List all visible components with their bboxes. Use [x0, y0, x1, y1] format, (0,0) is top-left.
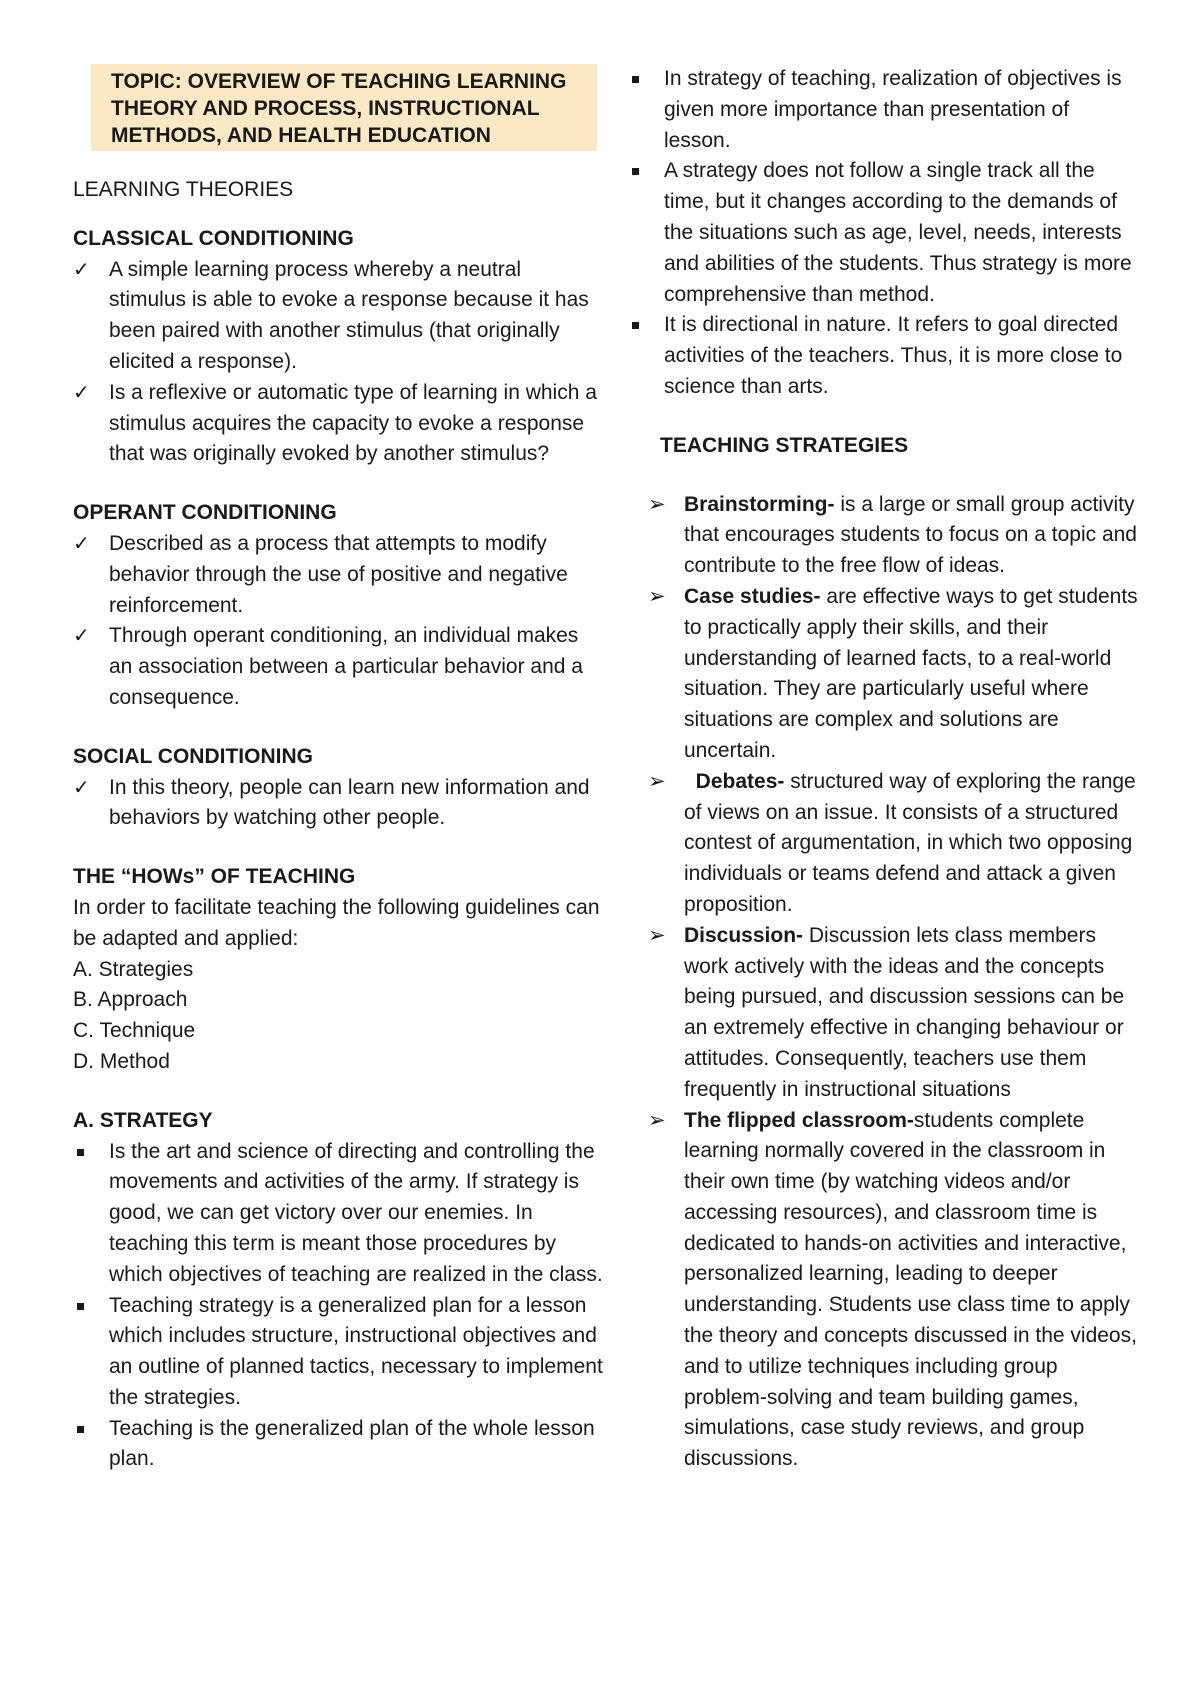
- right-column: [628, 64, 1138, 1475]
- checkmark-icon: ✓: [73, 532, 90, 555]
- list-item: In strategy of teaching, realization of objectives is given more importance than presentation of lesson.: [664, 67, 1122, 152]
- arrow-bullet-icon: ➢: [648, 1108, 666, 1132]
- topic-line: METHODS, AND HEALTH EDUCATION: [111, 124, 491, 147]
- list-item: Teaching strategy is a generalized plan for a lesson which includes structure, instructional objectives and an outline of planned tactics, necessary to implement the strategies.: [109, 1293, 603, 1409]
- teaching-strategies-list: [648, 490, 1138, 1476]
- hows-of-teaching-heading: THE “HOWs” OF TEACHING: [73, 865, 356, 889]
- arrow-bullet-icon: ➢: [648, 923, 666, 947]
- arrow-bullet-icon: ➢: [648, 584, 666, 608]
- topic-line: TOPIC: OVERVIEW OF TEACHING LEARNING: [111, 70, 567, 93]
- teaching-strategies-heading: TEACHING STRATEGIES: [660, 433, 909, 457]
- list-item: ➢ Discussion- Discussion lets class members work actively with the ideas and the concepts being pursued, and discussion sessions can be an extremely effective in changing behaviour or attitudes. Consequently, teachers use them frequently in instructional situations: [648, 921, 1138, 1106]
- strategy-list-continued: [628, 64, 1138, 403]
- strategy-heading: A. STRATEGY: [73, 1108, 213, 1132]
- checkmark-icon: ✓: [73, 625, 90, 648]
- list-item: ✓ Described as a process that attempts to modify behavior through the use of positive and negative reinforcement.: [73, 529, 603, 621]
- list-item: Is the art and science of directing and controlling the movements and activities of the army. If strategy is good, we can get victory over our enemies. In teaching this term is meant those procedures by which objectives of teaching are realized in the class.: [109, 1139, 603, 1286]
- arrow-bullet-icon: ➢: [648, 492, 666, 516]
- topic-line: THEORY AND PROCESS, INSTRUCTIONAL: [111, 97, 540, 120]
- list-item: Teaching is the generalized plan of the whole lesson plan.: [109, 1416, 595, 1471]
- left-column: [73, 64, 603, 1475]
- hows-option: D. Method: [73, 1049, 170, 1073]
- list-item: ✓ Is a reflexive or automatic type of learning in which a stimulus acquires the capacity to evoke a response that was originally evoked by another stimulus?: [73, 378, 603, 470]
- list-item: ➢ Debates- structured way of exploring the range of views on an issue. It consists of a structured contest of argumentation, in which two opposing individuals or teams defend and attack a given proposition.: [648, 767, 1138, 921]
- hows-option: A. Strategies: [73, 957, 194, 981]
- list-item: ➢ Case studies- are effective ways to get students to practically apply their skills, and their understanding of learned facts, to a real-world situation. They are particularly useful where situations are complex and solutions are uncertain.: [648, 582, 1138, 767]
- classical-conditioning-list: [73, 255, 603, 471]
- social-conditioning-list: [73, 773, 603, 835]
- list-item: It is directional in nature. It refers to goal directed activities of the teachers. Thus, it is more close to science than arts.: [664, 313, 1123, 398]
- hows-option: B. Approach: [73, 988, 188, 1012]
- social-conditioning-heading: SOCIAL CONDITIONING: [73, 744, 313, 768]
- list-item: ➢ Brainstorming- is a large or small group activity that encourages students to focus on a topic and contribute to the free flow of ideas.: [648, 490, 1138, 582]
- topic-banner: [91, 64, 597, 151]
- operant-conditioning-list: [73, 529, 603, 714]
- strategy-list: [73, 1137, 603, 1476]
- arrow-bullet-icon: ➢: [648, 769, 666, 793]
- operant-conditioning-heading: OPERANT CONDITIONING: [73, 501, 337, 525]
- learning-theories-label: LEARNING THEORIES: [73, 178, 294, 201]
- list-item: ➢ The flipped classroom-students complete learning normally covered in the classroom in their own time (by watching videos and/or accessing resources), and classroom time is dedicated to hands-on activities and interactive, personalized learning, leading to deeper understanding. Students use class time to apply the theory and concepts discussed in the videos, and to utilize techniques including group problem-solving and team building games, simulations, case study reviews, and group discussions.: [648, 1106, 1138, 1476]
- list-item: A strategy does not follow a single track all the time, but it changes according to the demands of the situations such as age, level, needs, interests and abilities of the students. Thus strategy is more comprehensive than method.: [664, 159, 1132, 306]
- checkmark-icon: ✓: [73, 776, 90, 799]
- hows-option: C. Technique: [73, 1019, 196, 1043]
- checkmark-icon: ✓: [73, 381, 90, 404]
- list-item: ✓ In this theory, people can learn new information and behaviors by watching other people.: [73, 773, 603, 835]
- checkmark-icon: ✓: [73, 258, 90, 281]
- list-item: ✓ Through operant conditioning, an individual makes an association between a particular behavior and a consequence.: [73, 621, 603, 713]
- list-item: ✓ A simple learning process whereby a neutral stimulus is able to evoke a response because it has been paired with another stimulus (that originally elicited a response).: [73, 255, 603, 378]
- classical-conditioning-heading: CLASSICAL CONDITIONING: [73, 226, 354, 250]
- hows-intro: In order to facilitate teaching the following guidelines can be adapted and applied:: [73, 895, 600, 950]
